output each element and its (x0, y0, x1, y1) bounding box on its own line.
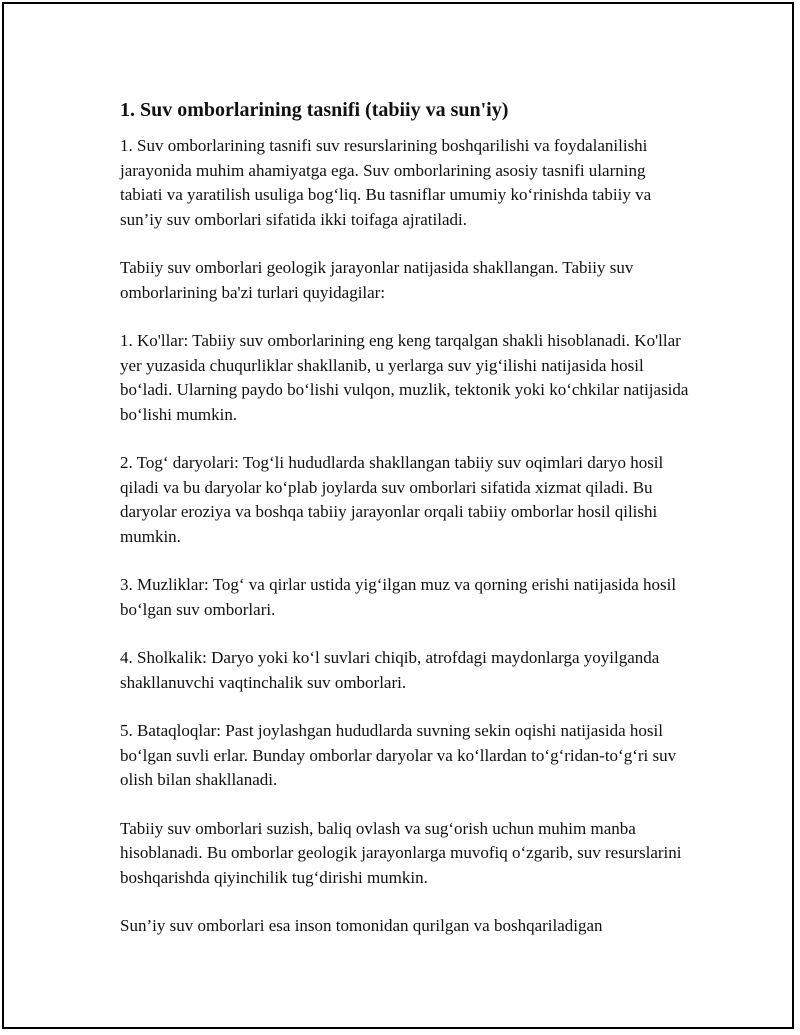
paragraph-artificial-reservoirs: Sun’iy suv omborlari esa inson tomonidan qurilgan va boshqariladigan (120, 916, 603, 935)
list-item-lakes: 1. Ko'llar: Tabiiy suv omborlarining eng keng tarqalgan shakli hisoblanadi. Ko'llar yer yuzasida chuqurliklar shakllanib, u yerlarga suv yig‘ilishi natijasida hosil bo‘ladi. Ularning paydo bo‘lishi vulqon, muzlik, tektonik yoki ko‘chkilar natijasida bo‘lishi mumkin. (120, 331, 689, 424)
paragraph-natural-uses: Tabiiy suv omborlari suzish, baliq ovlash va sug‘orish uchun muhim manba hisoblanadi. Bu omborlar geologik jarayonlarga muvofiq o‘zgarib, suv resurslarini boshqarishda qiyinchilik tug‘dirishi mumkin. (120, 818, 682, 887)
list-item-floods: 4. Sholkalik: Daryo yoki ko‘l suvlari chiqib, atrofdagi maydonlarga yoyilganda shakllanuvchi vaqtinchalik suv omborlari. (120, 648, 660, 692)
page-frame (2, 2, 794, 1029)
page-content (120, 96, 692, 939)
section-heading: 1. Suv omborlarining tasnifi (tabiiy va sun'iy) (120, 99, 509, 121)
paragraph-natural-reservoirs: Tabiiy suv omborlari geologik jarayonlar natijasida shakllangan. Tabiiy suv omborlarining ba'zi turlari quyidagilar: (120, 258, 634, 302)
list-item-glaciers: 3. Muzliklar: Tog‘ va qirlar ustida yig‘ilgan muz va qorning erishi natijasida hosil bo‘lgan suv omborlari. (120, 575, 677, 619)
list-item-mountain-rivers: 2. Tog‘ daryolari: Tog‘li hududlarda shakllangan tabiiy suv oqimlari daryo hosil qiladi va bu daryolar ko‘plab joylarda suv omborlari sifatida xizmat qiladi. Bu daryolar eroziya va boshqa tabiiy jarayonlar orqali tabiiy omborlar hosil qilishi mumkin. (120, 453, 664, 546)
list-item-swamps: 5. Bataqloqlar: Past joylashgan hududlarda suvning sekin oqishi natijasida hosil bo‘lgan suvli erlar. Bunday omborlar daryolar va ko‘llardan to‘g‘ridan-to‘g‘ri suv olish bilan shakllanadi. (120, 721, 677, 789)
paragraph-intro: 1. Suv omborlarining tasnifi suv resurslarining boshqarilishi va foydalanilishi jarayonida muhim ahamiyatga ega. Suv omborlarining asosiy tasnifi ularning tabiati va yaratilish usuliga bog‘liq. Bu tasniflar umumiy ko‘rinishda tabiiy va sun’iy suv omborlari sifatida ikki toifaga ajratiladi. (120, 136, 652, 229)
